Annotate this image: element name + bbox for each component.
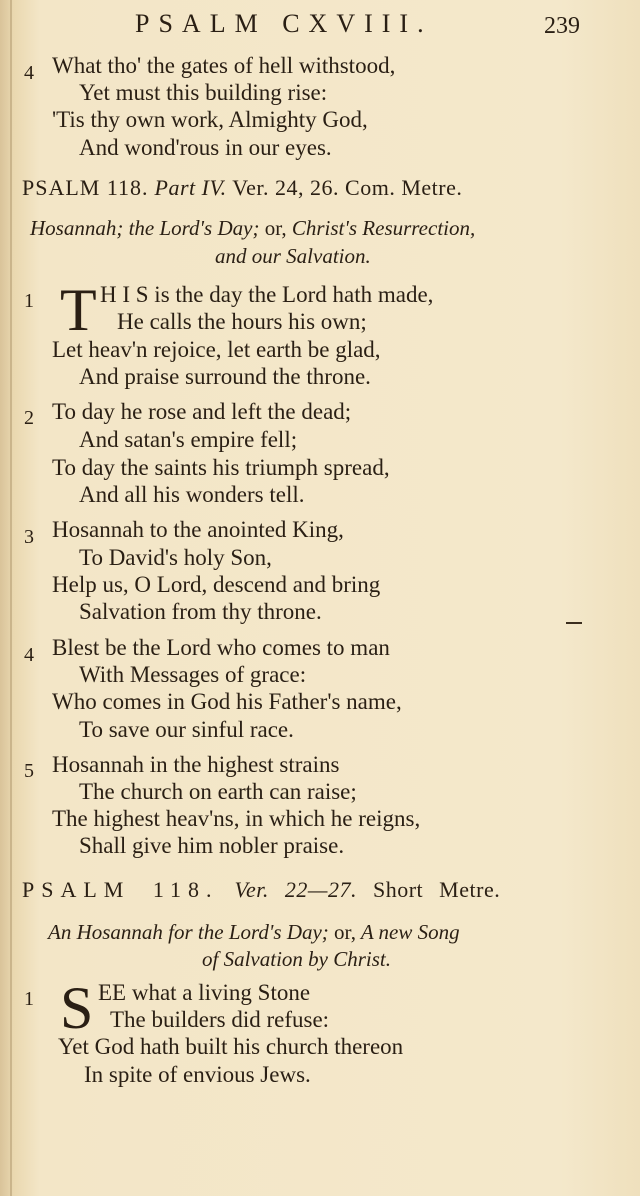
drop-cap: T xyxy=(60,277,97,343)
verse-line: Hosannah to the anointed King, xyxy=(52,517,344,542)
verse-line: The highest heav'ns, in which he reigns, xyxy=(52,806,421,831)
subtitle-or: or, xyxy=(264,216,287,240)
verse-line: To save our sinful race. xyxy=(79,717,294,742)
verse-line: 'Tis thy own work, Almighty God, xyxy=(52,107,368,132)
page-gutter xyxy=(10,0,12,1196)
subtitle-text: A new Song xyxy=(360,920,460,944)
subtitle-or: or, xyxy=(334,920,356,944)
subtitle-text: Hosannah; the Lord's Day; xyxy=(30,216,260,240)
stanza-number: 3 xyxy=(24,526,34,548)
stanza-number: 5 xyxy=(24,760,34,782)
subtitle-text: Christ's Resurrection, xyxy=(291,216,476,240)
section-heading xyxy=(22,876,500,904)
verse-line: Salvation from thy throne. xyxy=(79,599,322,624)
verse-line: And all his wonders tell. xyxy=(79,482,305,507)
subtitle-text: An Hosannah for the Lord's Day; xyxy=(48,920,329,944)
verse-line: Let heav'n rejoice, let earth be glad, xyxy=(52,337,381,362)
verse-line: And wond'rous in our eyes. xyxy=(79,135,332,160)
verse-line: Hosannah in the highest strains xyxy=(52,752,340,777)
verse-line: He calls the hours his own; xyxy=(117,309,367,334)
verse-line: The church on earth can raise; xyxy=(79,779,357,804)
section-subtitle-line2: and our Salvation. xyxy=(215,244,371,268)
verse-line: What tho' the gates of hell withstood, xyxy=(52,53,396,78)
stanza-number: 4 xyxy=(24,62,34,84)
stanza-number: 2 xyxy=(24,407,34,429)
section-subtitle xyxy=(48,918,460,946)
verse-line: EE what a living Stone xyxy=(98,980,311,1005)
section-heading xyxy=(22,174,462,202)
stanza-number: 1 xyxy=(24,988,34,1010)
verse-line: Help us, O Lord, descend and bring xyxy=(52,572,381,597)
psalm-label: PSALM 118. xyxy=(22,175,149,200)
metre-label: Short Metre. xyxy=(373,877,501,902)
verse-line: And praise surround the throne. xyxy=(79,364,371,389)
verse-line: To day he rose and left the dead; xyxy=(52,399,352,424)
section-subtitle xyxy=(30,214,475,242)
verse-line: H I S is the day the Lord hath made, xyxy=(100,282,434,307)
drop-cap: S xyxy=(60,975,94,1041)
verse-line: Blest be the Lord who comes to man xyxy=(52,635,390,660)
section-subtitle-line2: of Salvation by Christ. xyxy=(202,947,391,971)
stanza-number: 1 xyxy=(24,290,34,312)
verse-line: To day the saints his triumph spread, xyxy=(52,455,390,480)
verse-line: With Messages of grace: xyxy=(79,662,307,687)
metre-label: Com. Metre. xyxy=(345,175,463,200)
verse-line: And satan's empire fell; xyxy=(79,427,298,452)
verse-line: To David's holy Son, xyxy=(79,545,272,570)
psalm-label: PSALM 118. xyxy=(22,877,219,902)
verse-line: Shall give him nobler praise. xyxy=(79,833,345,858)
margin-dash xyxy=(566,622,582,624)
page-number: 239 xyxy=(544,13,580,39)
verse-line: Yet God hath built his church thereon xyxy=(58,1034,404,1059)
stanza-number: 4 xyxy=(24,644,34,666)
verse-line: In spite of envious Jews. xyxy=(84,1062,311,1087)
verse-line: The builders did refuse: xyxy=(110,1007,330,1032)
verse-line: Who comes in God his Father's name, xyxy=(52,689,402,714)
part-label: Part IV. xyxy=(154,175,227,200)
verse-range: Ver. 22—27. xyxy=(234,877,357,902)
running-title: PSALM CXVIII. xyxy=(135,9,433,38)
verse-line: Yet must this building rise: xyxy=(79,80,328,105)
verse-range: Ver. 24, 26. xyxy=(232,175,340,200)
